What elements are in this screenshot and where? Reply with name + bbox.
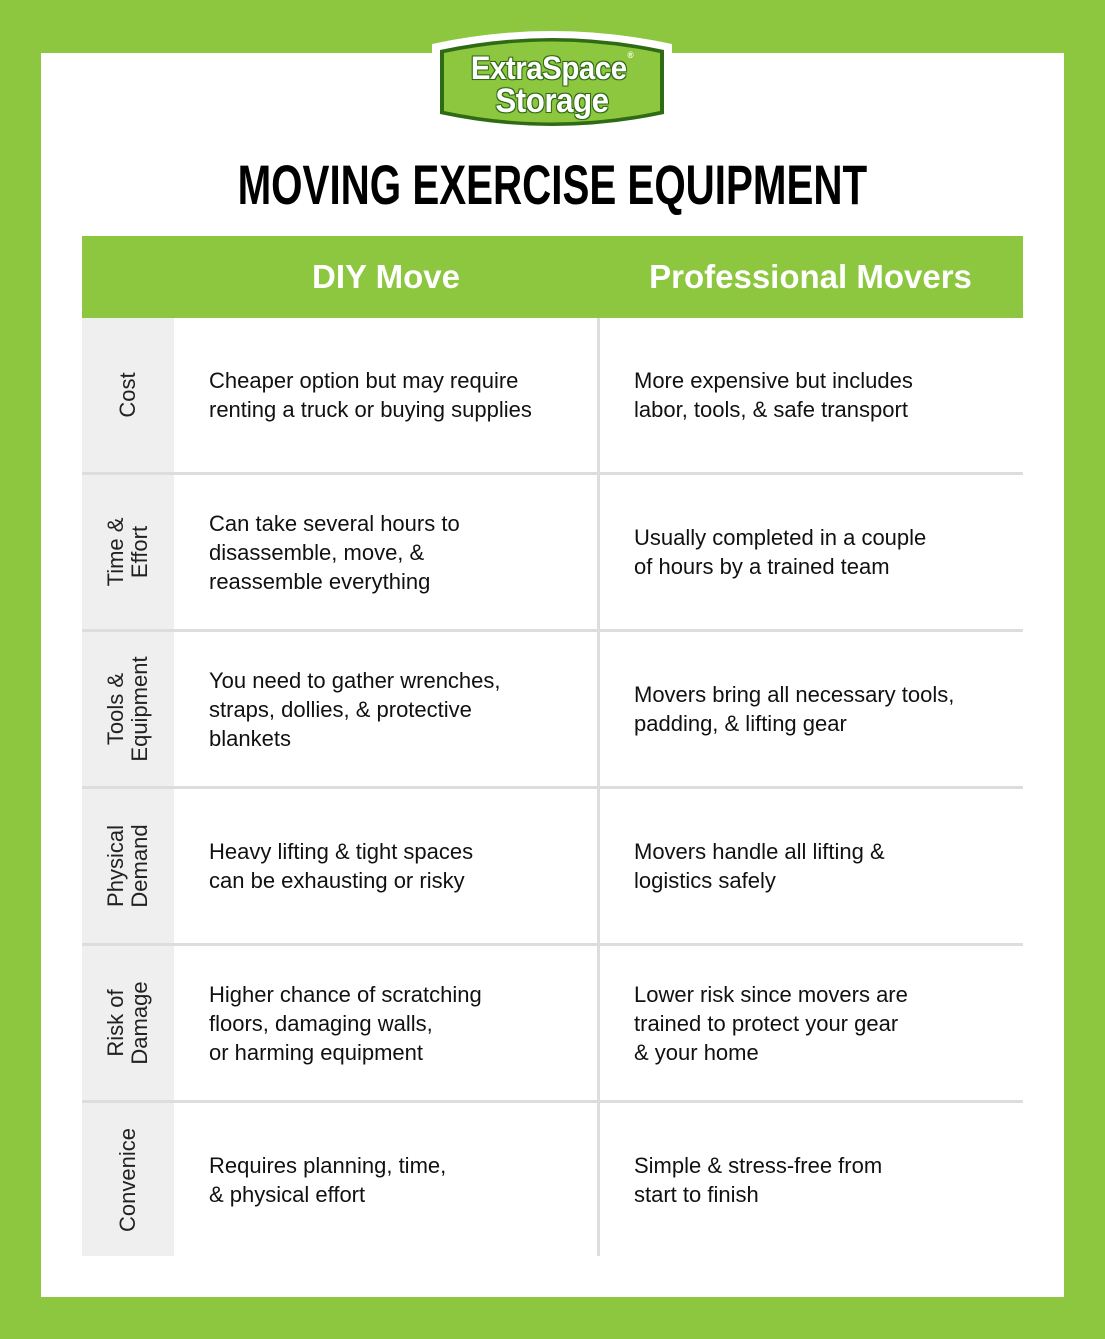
table-row bbox=[82, 1103, 1023, 1256]
row-label-cell bbox=[82, 318, 174, 472]
professional-cell: Movers bring all necessary tools, padding, & lifting gear bbox=[634, 682, 955, 736]
table-row bbox=[82, 318, 1023, 472]
diy-cell: Higher chance of scratching floors, damaging walls, or harming equipment bbox=[209, 981, 482, 1065]
column-divider bbox=[597, 946, 600, 1100]
row-label-cell bbox=[82, 789, 174, 943]
row-label: Tools & Equipment bbox=[103, 656, 152, 762]
row-label-cell bbox=[82, 1103, 174, 1256]
row-label-cell bbox=[82, 475, 174, 629]
column-divider bbox=[597, 1103, 600, 1256]
diy-cell: Can take several hours to disassemble, move, & reassemble everything bbox=[209, 510, 460, 594]
diy-cell: Cheaper option but may require renting a truck or buying supplies bbox=[209, 368, 532, 422]
row-label-cell bbox=[82, 632, 174, 786]
column-divider bbox=[597, 632, 600, 786]
column-header-professional: Professional Movers bbox=[649, 258, 972, 295]
row-label: Cost bbox=[115, 372, 140, 418]
table-row bbox=[82, 789, 1023, 943]
comparison-table bbox=[82, 236, 1023, 1256]
professional-cell: Lower risk since movers are trained to protect your gear & your home bbox=[634, 981, 908, 1065]
row-label: Physical Demand bbox=[103, 824, 152, 908]
table-row bbox=[82, 632, 1023, 786]
diy-cell: Heavy lifting & tight spaces can be exhausting or risky bbox=[209, 839, 474, 893]
row-label: Convenice bbox=[115, 1127, 140, 1232]
table-row bbox=[82, 475, 1023, 629]
column-divider bbox=[597, 789, 600, 943]
column-header-diy: DIY Move bbox=[312, 258, 460, 295]
column-divider bbox=[597, 318, 600, 472]
row-label: Risk of Damage bbox=[103, 981, 152, 1065]
row-label-cell bbox=[82, 946, 174, 1100]
table-row bbox=[82, 946, 1023, 1100]
diy-cell: Requires planning, time, & physical effort bbox=[209, 1152, 447, 1207]
extra-space-storage-logo bbox=[428, 28, 676, 136]
diy-cell: You need to gather wrenches, straps, dollies, & protective blankets bbox=[209, 667, 501, 751]
column-divider bbox=[597, 475, 600, 629]
professional-cell: More expensive but includes labor, tools, & safe transport bbox=[634, 368, 913, 422]
professional-cell: Simple & stress-free from start to finish bbox=[634, 1152, 883, 1207]
professional-cell: Usually completed in a couple of hours by a trained team bbox=[634, 525, 927, 579]
logo-text-storage: Storage bbox=[495, 82, 609, 120]
row-label: Time & Effort bbox=[103, 517, 152, 587]
table-header bbox=[82, 236, 1023, 318]
page-title: MOVING EXERCISE EQUIPMENT bbox=[237, 153, 868, 216]
professional-cell: Movers handle all lifting & logistics safely bbox=[634, 839, 885, 893]
logo-text-extraspace: ExtraSpace® bbox=[470, 50, 634, 86]
